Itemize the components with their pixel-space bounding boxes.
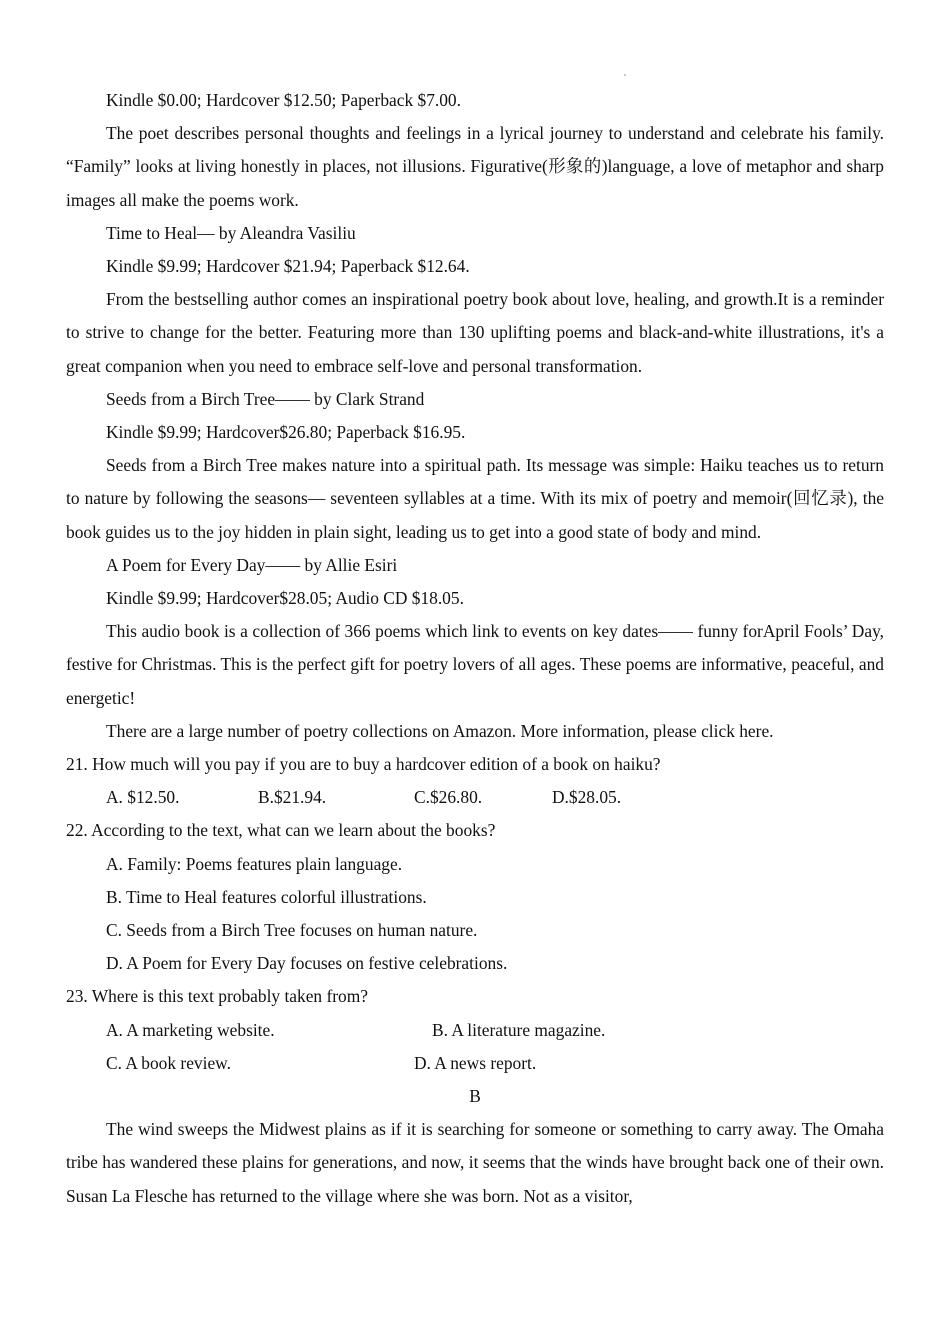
question-21-options	[66, 781, 884, 814]
q22-option-d: D. A Poem for Every Day focuses on festive celebrations.	[106, 953, 508, 974]
scan-dot	[624, 74, 626, 76]
q21-option-d: D.$28.05.	[552, 787, 622, 808]
document-page	[66, 84, 884, 1213]
q23-option-a: A. A marketing website.	[106, 1019, 275, 1040]
section-b-paragraph: The wind sweeps the Midwest plains as if it is searching for someone or something to carry away. The Omaha tribe has wandered these plains for generations, and now, it seems that the winds have brought back one of their own. Susan La Flesche has returned to the village where she was born. Not as a visitor,	[66, 1119, 884, 1206]
question-23-options-row1	[66, 1014, 884, 1047]
question-22: 22. According to the text, what can we learn about the books?	[66, 820, 496, 841]
poem-description: This audio book is a collection of 366 poems which link to events on key dates—— funny forApril Fools’ Day, festive for Christmas. This is the perfect gift for poetry lovers of all ages. These poems are informative, peaceful, and energetic!	[66, 621, 884, 708]
family-description: The poet describes personal thoughts and feelings in a lyrical journey to understand and celebrate his family. “Family” looks at living honestly in places, not illusions. Figurative(形象的)language, a love of metaphor and sharp images all make the poems work.	[66, 123, 884, 210]
question-23-options-row2	[66, 1047, 884, 1080]
q22-option-a: A. Family: Poems features plain language.	[106, 853, 403, 874]
q22-option-c: C. Seeds from a Birch Tree focuses on human nature.	[106, 920, 478, 941]
q22-option-b: B. Time to Heal features colorful illustrations.	[106, 886, 427, 907]
question-23: 23. Where is this text probably taken from?	[66, 986, 369, 1007]
q23-option-d: D. A news report.	[414, 1052, 537, 1073]
q21-option-c: C.$26.80.	[414, 787, 483, 808]
closing-line: There are a large number of poetry collections on Amazon. More information, please click here.	[106, 720, 774, 741]
seeds-title: Seeds from a Birch Tree—— by Clark Strand	[106, 388, 425, 409]
seeds-description: Seeds from a Birch Tree makes nature into a spiritual path. Its message was simple: Haiku teaches us to return to nature by following the seasons— seventeen syllables at a time. With its mix of poetry and memoir(回忆录), the book guides us to the joy hidden in plain sight, leading us to get into a good state of body and mind.	[66, 455, 884, 542]
poem-title: A Poem for Every Day—— by Allie Esiri	[106, 554, 398, 575]
section-b-heading: B	[469, 1086, 481, 1107]
q21-option-b: B.$21.94.	[258, 787, 327, 808]
heal-price: Kindle $9.99; Hardcover $21.94; Paperback $12.64.	[106, 256, 470, 277]
q21-option-a: A. $12.50.	[106, 787, 180, 808]
family-price: Kindle $0.00; Hardcover $12.50; Paperback $7.00.	[106, 90, 461, 110]
q23-option-b: B. A literature magazine.	[432, 1019, 606, 1040]
seeds-price: Kindle $9.99; Hardcover$26.80; Paperback $16.95.	[106, 422, 466, 443]
poem-price: Kindle $9.99; Hardcover$28.05; Audio CD $18.05.	[106, 588, 464, 609]
heal-description: From the bestselling author comes an inspirational poetry book about love, healing, and growth.It is a reminder to strive to change for the better. Featuring more than 130 uplifting poems and black-and-white illustrations, it's a great companion when you need to embrace self-love and personal transformation.	[66, 289, 884, 376]
q23-option-c: C. A book review.	[106, 1052, 231, 1073]
question-21: 21. How much will you pay if you are to buy a hardcover edition of a book on haiku?	[66, 754, 661, 775]
heal-title: Time to Heal— by Aleandra Vasiliu	[106, 222, 356, 243]
